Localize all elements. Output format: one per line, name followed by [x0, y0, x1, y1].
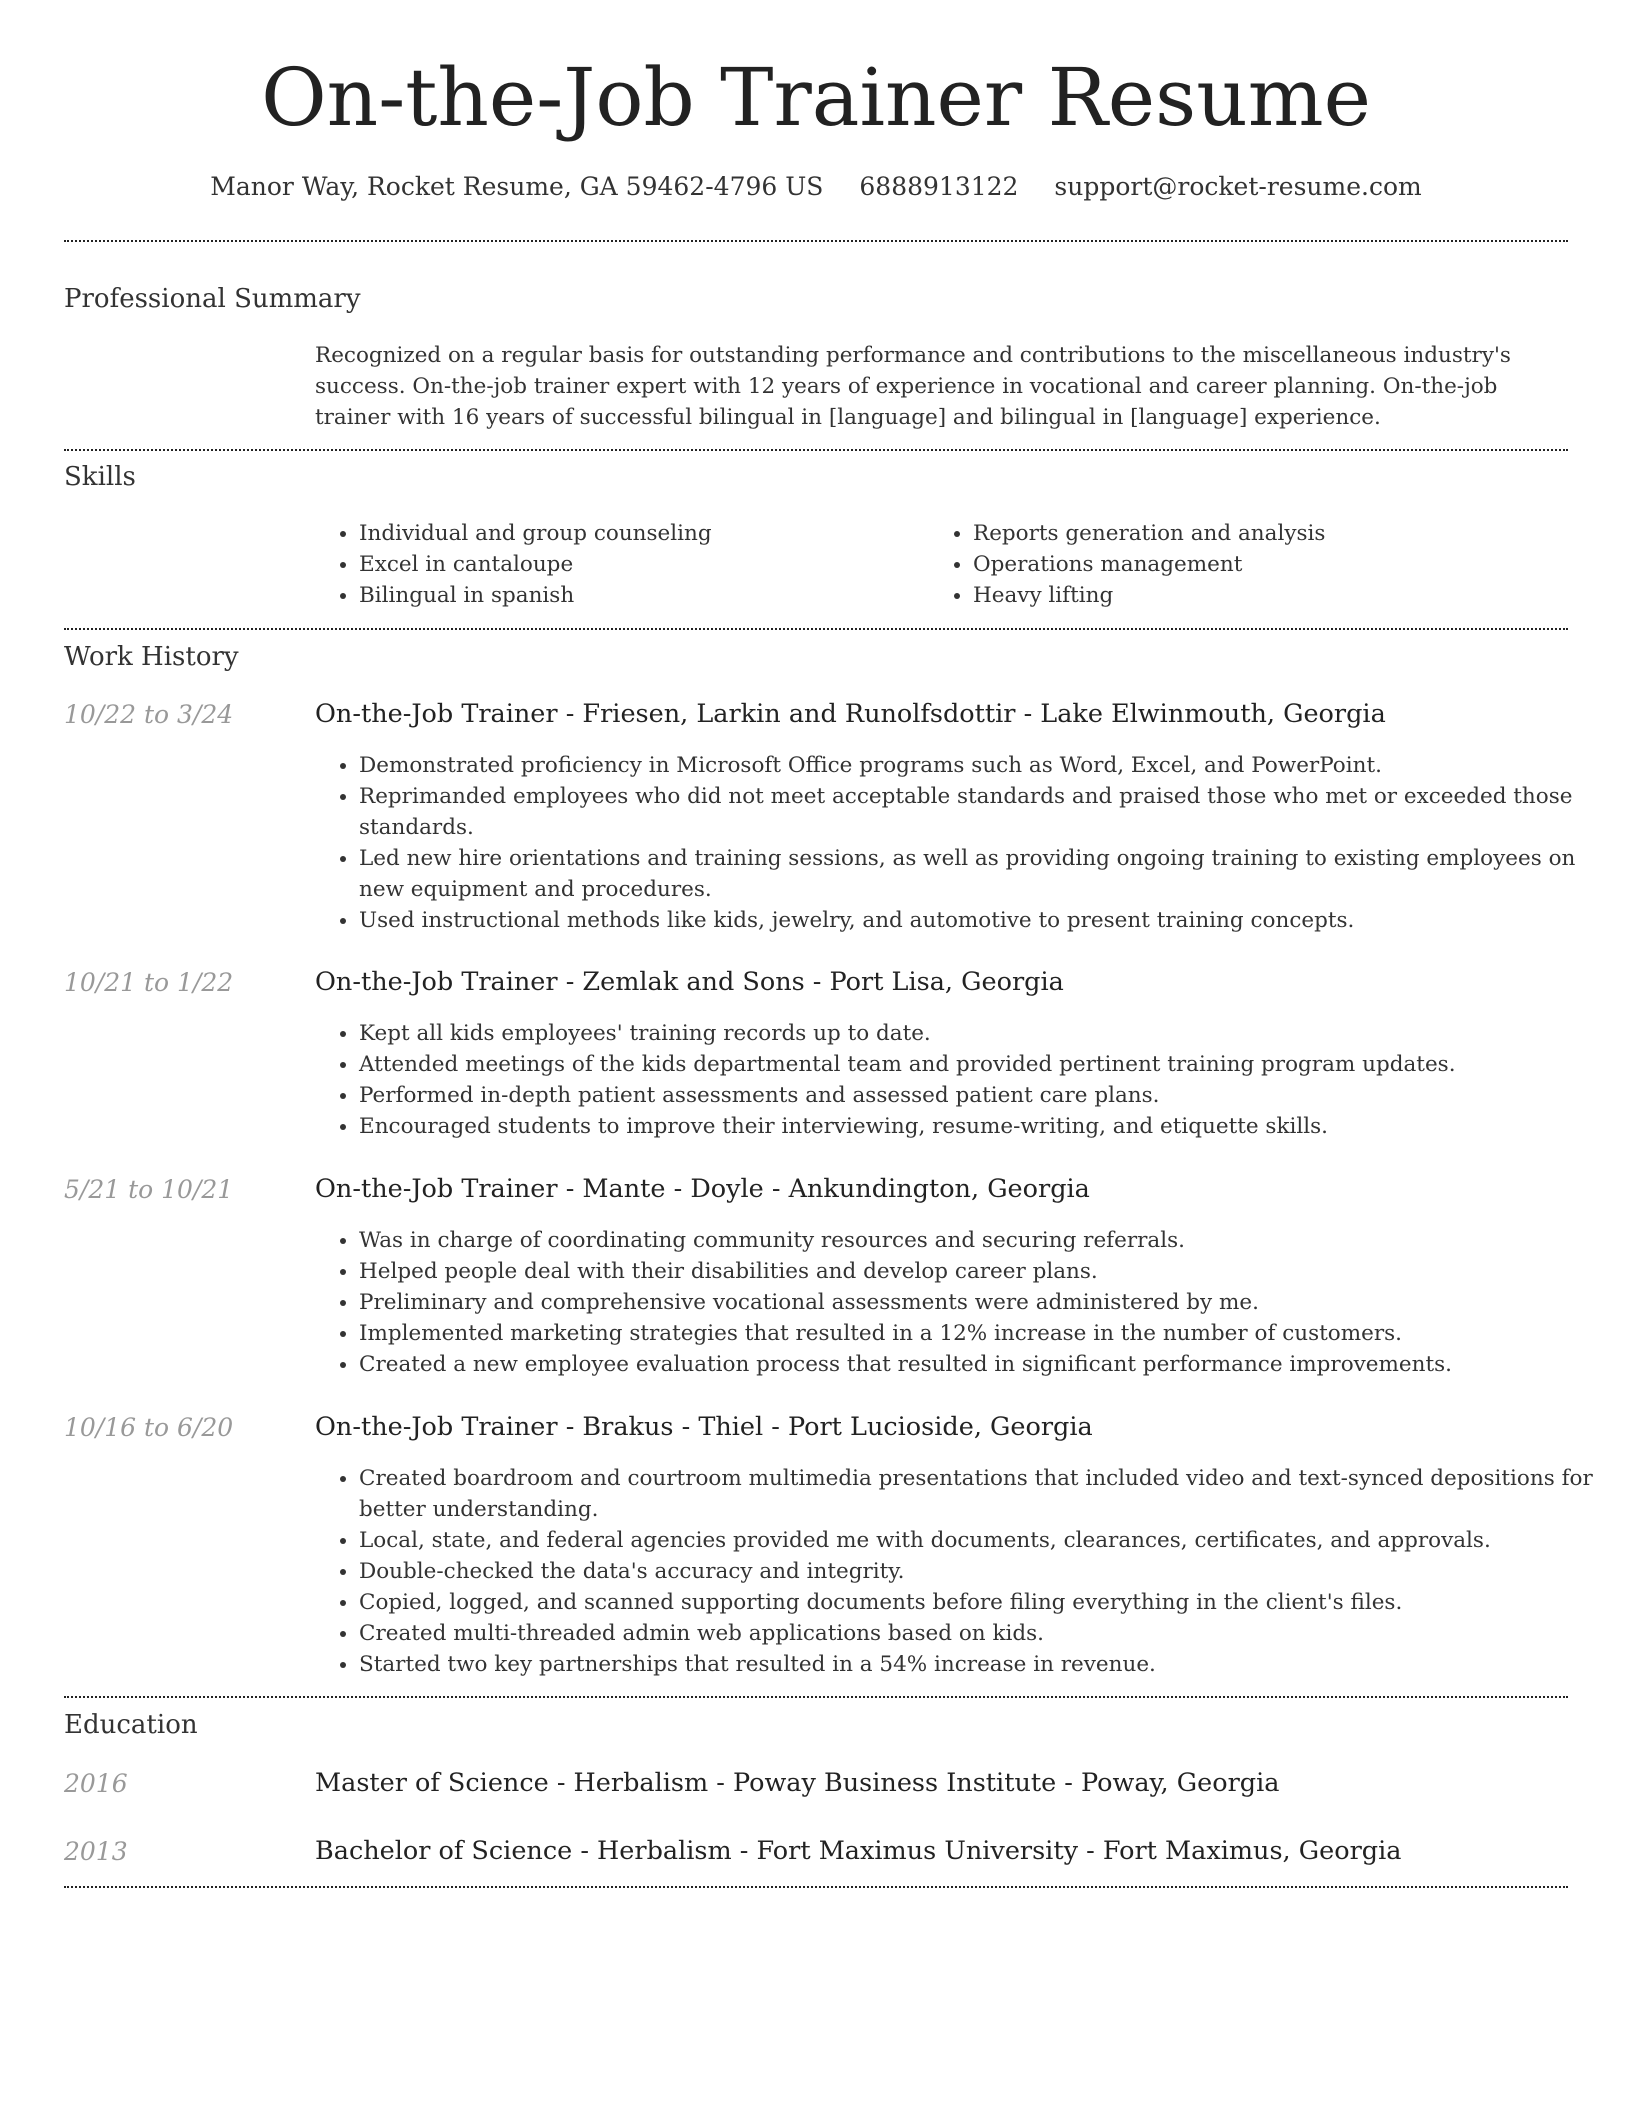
education-title: Master of Science - Herbalism - Poway Business Institute - Poway, Georgia — [315, 1768, 1280, 1798]
job-dates: 10/21 to 1/22 — [64, 968, 234, 997]
job-title: On-the-Job Trainer - Brakus - Thiel - Port Lucioside, Georgia — [315, 1412, 1093, 1442]
contact-line — [0, 172, 1632, 201]
skill-item: • Reports generation and analysis — [973, 518, 1573, 549]
education-year: 2016 — [64, 1769, 128, 1798]
job-bullet: • Created a new employee evaluation process that resulted in significant performance improvements. — [359, 1349, 1599, 1380]
job-bullet: • Local, state, and federal agencies provided me with documents, clearances, certificates, and approvals. — [359, 1525, 1599, 1556]
job-bullet: • Led new hire orientations and training sessions, as well as providing ongoing training to existing employees on new equipment and procedures. — [359, 843, 1599, 905]
job-dates: 5/21 to 10/21 — [64, 1175, 234, 1204]
skills-list-right — [929, 518, 1573, 611]
job-bullet: • Kept all kids employees' training records up to date. — [359, 1018, 1599, 1049]
job-bullet: • Demonstrated proficiency in Microsoft Office programs such as Word, Excel, and PowerPoint. — [359, 750, 1599, 781]
job-bullet: • Helped people deal with their disabilities and develop career plans. — [359, 1256, 1599, 1287]
job-dates: 10/16 to 6/20 — [64, 1413, 234, 1442]
job-dates: 10/22 to 3/24 — [64, 700, 234, 729]
section-divider — [64, 449, 1568, 451]
job-bullet: • Reprimanded employees who did not meet acceptable standards and praised those who met or exceeded those standards. — [359, 781, 1599, 843]
job-bullet: • Created multi-threaded admin web applications based on kids. — [359, 1618, 1599, 1649]
job-bullet: • Encouraged students to improve their interviewing, resume-writing, and etiquette skills. — [359, 1111, 1599, 1142]
job-title: On-the-Job Trainer - Mante - Doyle - Ankundington, Georgia — [315, 1174, 1090, 1204]
contact-address: Manor Way, Rocket Resume, GA 59462-4796 US — [210, 172, 824, 201]
work-heading: Work History — [64, 642, 239, 672]
education-heading: Education — [64, 1710, 198, 1740]
section-divider — [64, 1886, 1568, 1888]
job-bullets — [315, 1463, 1599, 1680]
job-bullet: • Implemented marketing strategies that resulted in a 12% increase in the number of customers. — [359, 1318, 1599, 1349]
summary-heading: Professional Summary — [64, 284, 361, 314]
skill-item: • Heavy lifting — [973, 580, 1573, 611]
job-bullets — [315, 1018, 1599, 1142]
skills-heading: Skills — [64, 462, 136, 492]
job-bullet: • Created boardroom and courtroom multimedia presentations that included video and text-synced depositions for better understanding. — [359, 1463, 1599, 1525]
skill-item: • Excel in cantaloupe — [359, 549, 919, 580]
job-bullet: • Double-checked the data's accuracy and integrity. — [359, 1556, 1599, 1587]
section-divider — [64, 1696, 1568, 1698]
skills-list-left — [315, 518, 919, 611]
contact-email: support@rocket-resume.com — [1054, 172, 1422, 201]
education-year: 2013 — [64, 1837, 128, 1866]
job-bullet: • Preliminary and comprehensive vocational assessments were administered by me. — [359, 1287, 1599, 1318]
job-bullet: • Used instructional methods like kids, jewelry, and automotive to present training concepts. — [359, 905, 1599, 936]
job-bullet: • Was in charge of coordinating community resources and securing referrals. — [359, 1225, 1599, 1256]
skill-item: • Individual and group counseling — [359, 518, 919, 549]
education-title: Bachelor of Science - Herbalism - Fort Maximus University - Fort Maximus, Georgia — [315, 1836, 1402, 1866]
section-divider — [64, 240, 1568, 242]
job-bullets — [315, 1225, 1599, 1380]
skill-item: • Operations management — [973, 549, 1573, 580]
contact-phone: 6888913122 — [859, 172, 1019, 201]
job-title: On-the-Job Trainer - Zemlak and Sons - Port Lisa, Georgia — [315, 967, 1064, 997]
skill-item: • Bilingual in spanish — [359, 580, 919, 611]
job-bullet: • Started two key partnerships that resulted in a 54% increase in revenue. — [359, 1649, 1599, 1680]
job-bullet: • Copied, logged, and scanned supporting documents before filing everything in the client's files. — [359, 1587, 1599, 1618]
job-bullet: • Attended meetings of the kids departmental team and provided pertinent training program updates. — [359, 1049, 1599, 1080]
section-divider — [64, 628, 1568, 630]
job-bullets — [315, 750, 1599, 936]
job-bullet: • Performed in-depth patient assessments and assessed patient care plans. — [359, 1080, 1599, 1111]
job-title: On-the-Job Trainer - Friesen, Larkin and Runolfsdottir - Lake Elwinmouth, Georgia — [315, 699, 1386, 729]
summary-text: Recognized on a regular basis for outstanding performance and contributions to the miscellaneous industry's success. On-the-job trainer expert with 12 years of experience in vocational and career planning. On-the-job trainer with 16 years of successful bilingual in [language] and bilingual in [language] experience. — [315, 343, 1511, 430]
resume-title: On-the-Job Trainer Resume — [261, 51, 1371, 144]
